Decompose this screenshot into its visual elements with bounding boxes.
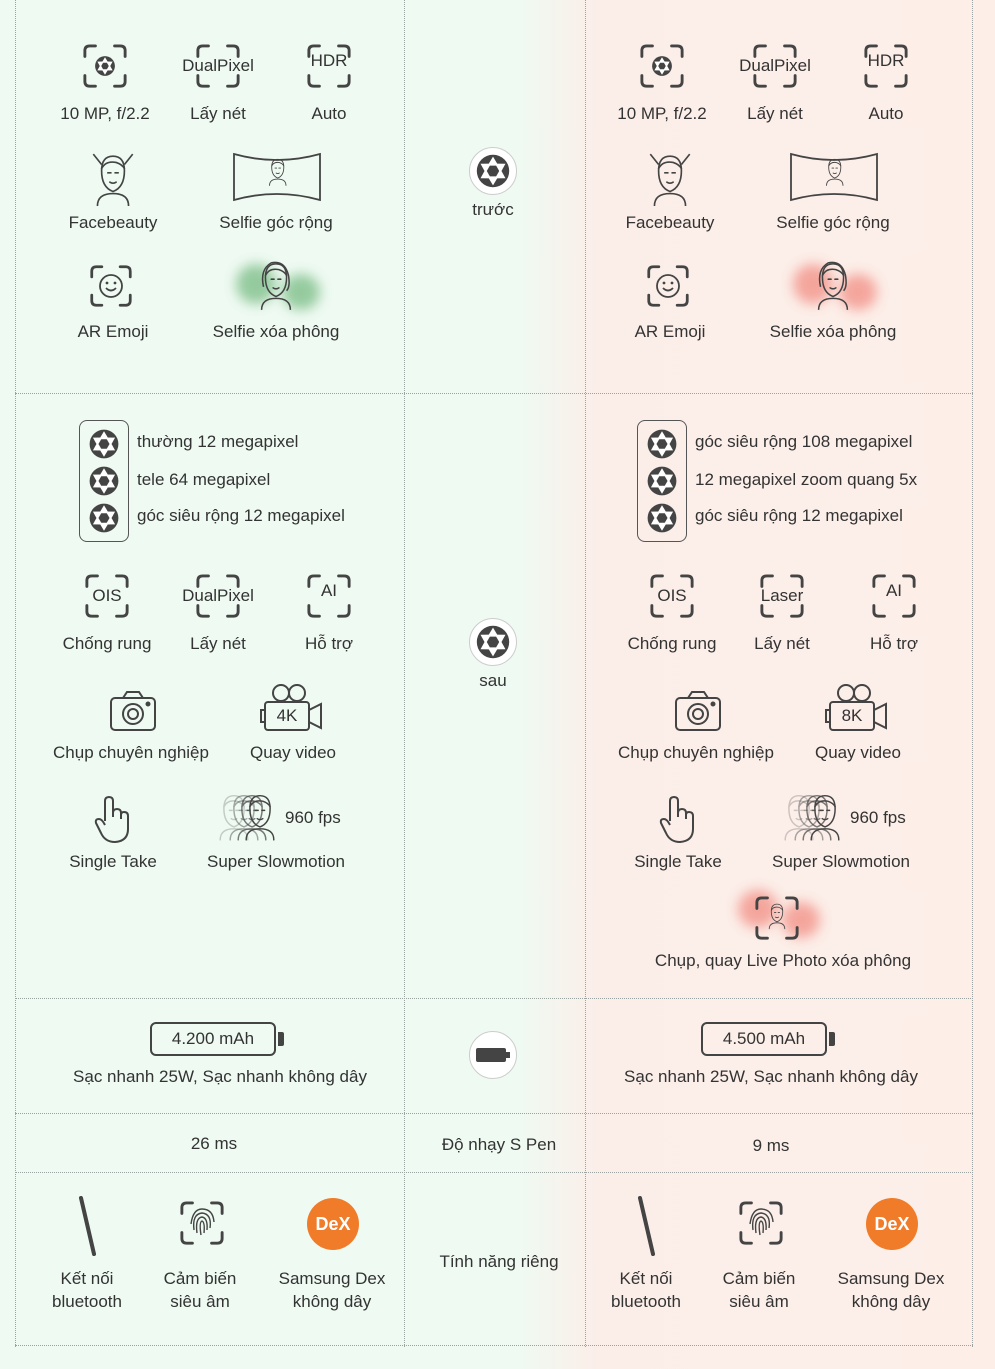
touch-hand-icon: [658, 795, 698, 845]
wide-selfie-label: Selfie góc rộng: [219, 213, 333, 232]
pen-icon: [637, 1196, 657, 1258]
ar-emoji-icon: [646, 264, 690, 308]
battery-indicator: 4.500 mAh: [701, 1022, 827, 1056]
shutter-icon: [88, 465, 120, 497]
bokeh-selfie-icon: [252, 256, 300, 312]
fps-label: 960 fps: [285, 808, 341, 827]
spen-right-value: 9 ms: [752, 1136, 790, 1155]
video-camera-icon: 4K: [259, 683, 325, 733]
battery-indicator: 4.200 mAh: [150, 1022, 276, 1056]
shutter-focus-icon: [82, 43, 128, 89]
shutter-icon: [88, 502, 120, 534]
grid-line-left: [15, 0, 16, 1347]
battery-badge: [469, 1031, 517, 1079]
fingerprint-icon: [738, 1200, 784, 1246]
ai-focus-icon: AI: [871, 573, 917, 619]
focus-label: Lấy nét: [190, 634, 246, 653]
slowmo-label: Super Slowmotion: [772, 852, 910, 871]
shutter-icon: [88, 428, 120, 460]
feature-label: Kết nối: [619, 1269, 673, 1288]
slowmotion-icon: [211, 788, 283, 844]
lens-label: góc siêu rộng 12 megapixel: [695, 506, 903, 525]
ai-label: Hỗ trợ: [870, 634, 918, 653]
charging-label: Sạc nhanh 25W, Sạc nhanh không dây: [624, 1067, 918, 1086]
bokeh-selfie-label: Selfie xóa phông: [212, 322, 340, 341]
hdr-focus-icon: HDR: [306, 43, 352, 89]
slowmotion-icon: [776, 788, 848, 844]
front-camera-label: trước: [472, 200, 514, 219]
live-photo-focus-icon: [754, 895, 800, 941]
bokeh-selfie-icon: [809, 256, 857, 312]
feature-label: siêu âm: [729, 1292, 789, 1311]
ois-label: Chống rung: [62, 634, 152, 653]
hdr-focus-icon: HDR: [863, 43, 909, 89]
ai-focus-icon: AI: [306, 573, 352, 619]
video-camera-icon: 8K: [824, 683, 890, 733]
feature-label: Cảm biến: [722, 1269, 796, 1288]
fps-label: 960 fps: [850, 808, 906, 827]
features-label: Tính năng riêng: [439, 1252, 559, 1271]
dualpixel-focus-icon: DualPixel: [752, 43, 798, 89]
dualpixel-focus-icon: DualPixel: [195, 43, 241, 89]
lens-label: góc siêu rộng 12 megapixel: [137, 506, 345, 525]
wide-selfie-icon: [232, 150, 322, 204]
facebeauty-label: Facebeauty: [68, 213, 158, 232]
facebeauty-label: Facebeauty: [625, 213, 715, 232]
charging-label: Sạc nhanh 25W, Sạc nhanh không dây: [73, 1067, 367, 1086]
dex-icon: DeX: [307, 1198, 359, 1250]
grid-line-center-left: [404, 0, 405, 1347]
ar-emoji-label: AR Emoji: [77, 322, 149, 341]
dualpixel-focus-icon: DualPixel: [195, 573, 241, 619]
lens-label: góc siêu rộng 108 megapixel: [695, 432, 913, 451]
camera-icon: [109, 690, 157, 732]
shutter-icon: [475, 153, 511, 189]
feature-label: Samsung Dex: [278, 1269, 386, 1288]
ai-label: Hỗ trợ: [305, 634, 353, 653]
row-divider-4: [15, 1172, 973, 1173]
row-divider-2: [15, 998, 973, 999]
single-take-label: Single Take: [634, 852, 722, 871]
rear-camera-label: sau: [479, 671, 507, 690]
dex-icon: DeX: [866, 1198, 918, 1250]
feature-label: siêu âm: [170, 1292, 230, 1311]
ois-focus-icon: OIS: [649, 573, 695, 619]
feature-label: không dây: [851, 1292, 931, 1311]
wide-selfie-label: Selfie góc rộng: [776, 213, 890, 232]
ar-emoji-label: AR Emoji: [634, 322, 706, 341]
single-take-label: Single Take: [69, 852, 157, 871]
rear-lens-module: [79, 420, 129, 542]
shutter-icon: [646, 502, 678, 534]
front-left-mp-label: 10 MP, f/2.2: [60, 104, 150, 123]
feature-label: bluetooth: [52, 1292, 122, 1311]
facebeauty-icon: [87, 150, 139, 206]
feature-label: Cảm biến: [163, 1269, 237, 1288]
front-left-hdr-label: Auto: [311, 104, 347, 123]
lens-label: thường 12 megapixel: [137, 432, 299, 451]
front-right-focus-label: Lấy nét: [747, 104, 803, 123]
feature-label: Samsung Dex: [837, 1269, 945, 1288]
fingerprint-icon: [179, 1200, 225, 1246]
video-label: Quay video: [815, 743, 901, 762]
shutter-icon: [646, 465, 678, 497]
facebeauty-icon: [644, 150, 696, 206]
ois-label: Chống rung: [627, 634, 717, 653]
shutter-icon: [475, 624, 511, 660]
rear-lens-module: [637, 420, 687, 542]
front-left-focus-label: Lấy nét: [190, 104, 246, 123]
row-divider-1: [15, 393, 973, 394]
laser-focus-icon: Laser: [759, 573, 805, 619]
grid-line-center-right: [585, 0, 586, 1347]
front-right-hdr-label: Auto: [868, 104, 904, 123]
video-label: Quay video: [250, 743, 336, 762]
lens-label: 12 megapixel zoom quang 5x: [695, 470, 918, 489]
spen-label: Độ nhạy S Pen: [441, 1135, 557, 1154]
feature-label: bluetooth: [611, 1292, 681, 1311]
live-photo-label: Chụp, quay Live Photo xóa phông: [654, 951, 912, 970]
front-camera-badge: [469, 147, 517, 195]
wide-selfie-icon: [789, 150, 879, 204]
pro-mode-label: Chụp chuyên nghiệp: [53, 743, 209, 762]
front-right-mp-label: 10 MP, f/2.2: [617, 104, 707, 123]
lens-label: tele 64 megapixel: [137, 470, 271, 489]
focus-label: Lấy nét: [754, 634, 810, 653]
ois-focus-icon: OIS: [84, 573, 130, 619]
rear-camera-badge: [469, 618, 517, 666]
shutter-icon: [646, 428, 678, 460]
touch-hand-icon: [93, 795, 133, 845]
shutter-focus-icon: [639, 43, 685, 89]
camera-icon: [674, 690, 722, 732]
feature-label: Kết nối: [60, 1269, 114, 1288]
pro-mode-label: Chụp chuyên nghiệp: [618, 743, 774, 762]
bokeh-selfie-label: Selfie xóa phông: [769, 322, 897, 341]
spen-left-value: 26 ms: [190, 1134, 238, 1153]
grid-line-right: [972, 0, 973, 1347]
row-divider-3: [15, 1113, 973, 1114]
pen-icon: [78, 1196, 98, 1258]
feature-label: không dây: [292, 1292, 372, 1311]
ar-emoji-icon: [89, 264, 133, 308]
slowmo-label: Super Slowmotion: [207, 852, 345, 871]
row-divider-5: [15, 1345, 973, 1346]
battery-icon: [476, 1048, 510, 1062]
